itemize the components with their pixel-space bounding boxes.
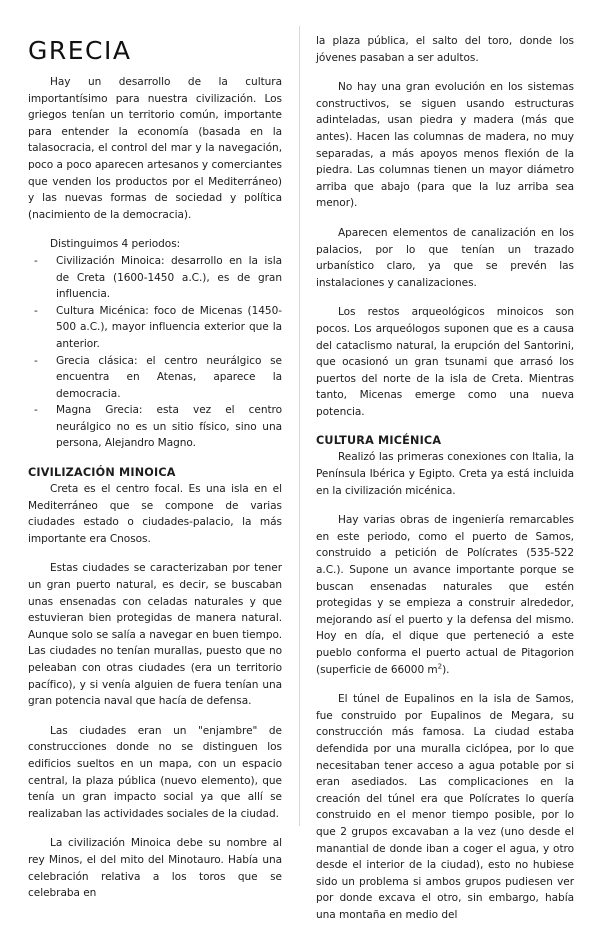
right-column (316, 34, 574, 937)
paragraph: Creta es el centro focal. Es una isla en el Mediterráneo que se compone de varias ciudades estado o ciudades-palacio, la más importante era Cnosos. (28, 483, 282, 545)
intro-paragraph: Hay un desarrollo de la cultura importantísimo para nuestra civilización. Los griegos tenían un territorio común, importante para entender la economía (basada en la talasocracia, el control del mar y la navegación, poco a poco aparecen artesanos y comerciantes que venden los productos por el Mediterráneo) y las nuevas formas de sociedad y política (nacimiento de la democracia). (28, 76, 282, 221)
paragraph: No hay una gran evolución en los sistemas constructivos, se siguen usando estructuras adinteladas, usan piedra y madera (más que antes). Hacen las columnas de madera, no muy separadas, a más apoyos menos flexión de la piedra. Las columnas tienen un mayor diámetro arriba que abajo (para que la luz arriba sea menor). (316, 81, 574, 210)
superscript: 2 (437, 662, 443, 671)
periods-list (28, 253, 282, 452)
list-bullet: - (34, 254, 38, 267)
periods-intro: Distinguimos 4 periodos: (50, 238, 181, 251)
list-bullet: - (34, 304, 38, 317)
paragraph: Los restos arqueológicos minoicos son pocos. Los arqueólogos suponen que es a causa del cataclismo natural, la erupción del Santorini, que ocasionó un gran tsunami que arrasó los puertos del norte de la isla de Creta. Mientras tanto, Micenas emerge como una nueva potencia. (316, 306, 574, 418)
left-column (28, 34, 282, 915)
column-divider (299, 26, 300, 826)
paragraph: La civilización Minoica debe su nombre al rey Minos, el del mito del Minotauro. Había una celebración relativa a los toros que se celebraba en (28, 837, 282, 900)
paragraph: Hay varias obras de ingeniería remarcables en este periodo, como el puerto de Samos, construido a petición de Polícrates (535-522 a.C.). Supone un avance importante porque se buscan ensenadas naturales que estén protegidas y se empieza a construir alrededor, mejorando así el puerto y la defensa del mismo. Hoy en día, el dique que perteneció a este pueblo conforma el puerto actual de Pitagorion (superficie de 66000 $m^2$). (316, 514, 574, 676)
paragraph: Realizó las primeras conexiones con Italia, la Península Ibérica y Egipto. Creta ya está incluida en la civilización micénica. (316, 451, 574, 497)
paragraph: El túnel de Eupalinos en la isla de Samos, fue construido por Eupalinos de Megara, su construcción más famosa. La ciudad estaba defendida por una muralla ciclópea, por lo que necesitaban tener acceso a agua potable por si eran asediados. Las complicaciones en la creación del túnel era que Polícrates lo quería construido en el menor tiempo posible, por lo que 2 grupos excavaban a la vez (uno desde el manantial de donde iban a coger el agua, y otro desde el interior de la ciudad), esto no hubiese sido un problema si ambos grupos pudiesen ver por donde excava el otro, sin embargo, había una montaña en medio del (316, 693, 574, 921)
list-bullet: - (34, 354, 38, 367)
section-heading-micenica: CULTURA MICÉNICA (316, 434, 442, 448)
list-item: - Magna Grecia: esta vez el centro neurálgico no es un sitio físico, sino una persona, Alejandro Magno. (34, 404, 282, 450)
page-title: GRECIA (28, 36, 132, 65)
section-heading-minoica: CIVILIZACIÓN MINOICA (28, 466, 176, 480)
list-item: - Grecia clásica: el centro neurálgico se encuentra en Atenas, aparece la democracia. (34, 354, 282, 400)
list-item: - Civilización Minoica: desarrollo en la isla de Creta (1600-1450 a.C.), es de gran influencia. (34, 254, 282, 301)
list-item: - Cultura Micénica: foco de Micenas (1450-500 a.C.), mayor influencia exterior que la anterior. (34, 304, 282, 350)
paragraph-continuation: la plaza pública, el salto del toro, donde los jóvenes pasaban a ser adultos. (316, 35, 574, 64)
paragraph: Estas ciudades se caracterizaban por tener un gran puerto natural, es decir, se buscaban unas ensenadas con celadas naturales y que estuvieran bien protegidas de manera natural. Aunque solo se salía a navegar en buen tiempo. Las ciudades no tenían murallas, puesto que no peleaban con otras ciudades (era un territorio pacífico), y si venía alguien de fuera tenían una gran potencia naval que hacía de defensa. (28, 562, 282, 708)
list-bullet: - (34, 404, 38, 417)
paragraph: Aparecen elementos de canalización en los palacios, por lo que tenían un trazado urbanístico claro, ya que se prevén las instalaciones y canalizaciones. (316, 226, 574, 289)
paragraph: Las ciudades eran un "enjambre" de construcciones donde no se distinguen los edificios sueltos en un mapa, con un espacio central, la plaza pública (nuevo elemento), que tenía un gran impacto social ya que allí se realizaban las actividades sociales de la ciudad. (28, 724, 282, 820)
